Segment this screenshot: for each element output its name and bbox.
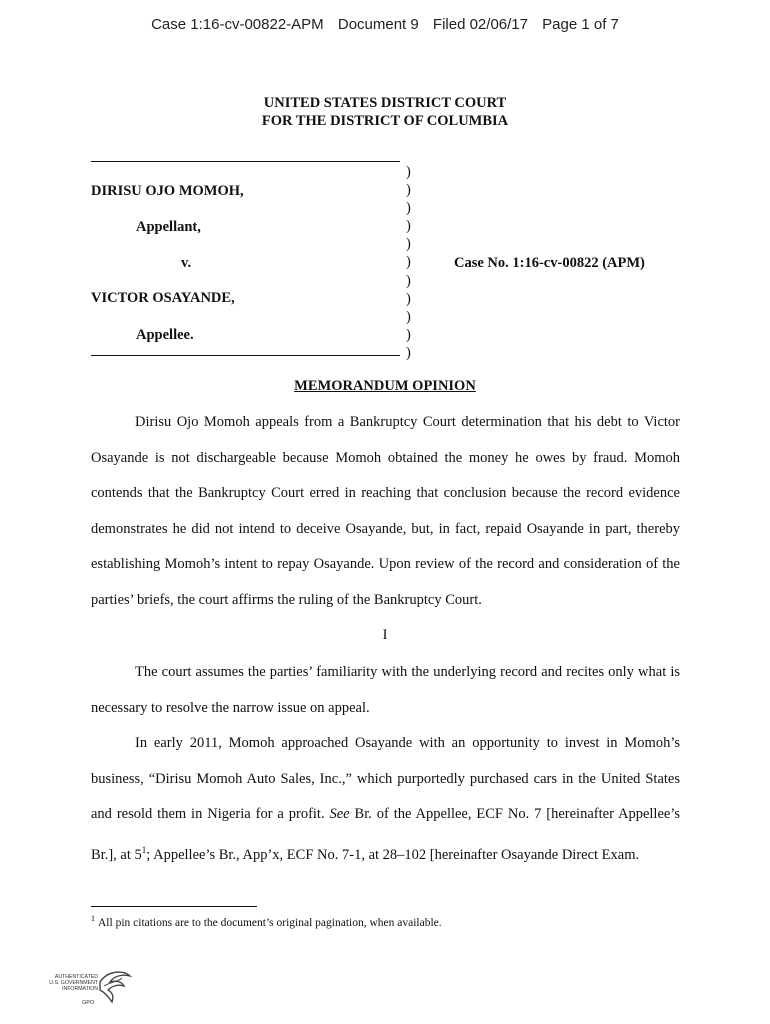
paragraph-background-text — [91, 726, 680, 873]
gpo-logo-line1: AUTHENTICATED — [54, 974, 98, 980]
gpo-eagle-icon — [94, 968, 134, 1008]
see-signal: See — [329, 806, 350, 823]
section-heading: I — [382, 627, 388, 643]
footnote-number: 1 — [91, 914, 95, 923]
court-name — [0, 94, 770, 130]
memorandum-title: MEMORANDUM OPINION — [294, 378, 476, 394]
caption-bottom-rule — [91, 355, 400, 356]
filing-header — [0, 16, 770, 33]
footnote-reference: 1 — [141, 844, 147, 855]
paragraph-record — [91, 655, 680, 726]
gpo-logo-line3: INFORMATION — [62, 986, 98, 992]
background-text-a: In early 2011, Momoh approached Osayande with an opportunity to invest in Momoh’s business, “Dirisu Momoh Auto Sales, Inc.,” which purportedly purchased cars in the United States and resold them in Nigeria for a profit. — [91, 735, 680, 823]
versus-label: v. — [181, 255, 192, 271]
gpo-logo-text — [42, 974, 98, 992]
background-text-c: ; Appellee’s Br., App’x, ECF No. 7-1, at 28–102 [hereinafter Osayande Direct Exam. — [146, 846, 640, 863]
header-document-number: Document 9 — [337, 16, 419, 33]
appellee-role: Appellee. — [136, 327, 194, 343]
gpo-authenticated-logo — [42, 974, 132, 1014]
footnote-rule — [91, 906, 257, 907]
paragraph-intro — [91, 405, 680, 619]
appellant-role: Appellant, — [136, 219, 201, 235]
gpo-logo-line2: U.S. GOVERNMENT — [49, 980, 98, 986]
header-filed-date: Filed 02/06/17 — [432, 16, 528, 33]
caption-top-rule — [91, 161, 400, 162]
paragraph-record-text: The court assumes the parties’ familiarity with the underlying record and recites only what is necessary to resolve the narrow issue on appeal. — [91, 664, 680, 716]
header-case-number: Case 1:16-cv-00822-APM — [151, 16, 324, 33]
court-name-line1: UNITED STATES DISTRICT COURT — [263, 95, 507, 111]
background-text-b: Br. of the Appellee, ECF No. 7 [hereinafter Appellee’s Br.], at 5 — [91, 806, 680, 863]
paragraph-background — [91, 726, 680, 873]
court-name-line2: FOR THE DISTRICT OF COLUMBIA — [261, 113, 509, 129]
appellee-name: VICTOR OSAYANDE, — [91, 290, 235, 306]
footnote-text: All pin citations are to the document’s original pagination, when available. — [98, 916, 442, 929]
gpo-mark: GPO — [82, 1000, 95, 1006]
caption-parentheses: ) ) ) ) ) ) ) ) ) ) ) — [406, 164, 411, 361]
paragraph-intro-text: Dirisu Ojo Momoh appeals from a Bankruptcy Court determination that his debt to Victor Osayande is not dischargeable because Momoh obtained the money he owes by fraud. Momoh contends that the Bankruptcy Court erred in reaching that conclusion because the record evidence demonstrates he did not intend to deceive Osayande, but, in fact, repaid Osayande in part, thereby establishing Momoh’s intent to repay Osayande. Upon review of the record and consideration of the parties’ briefs, the court affirms the ruling of the Bankruptcy Court. — [91, 414, 680, 608]
appellant-name: DIRISU OJO MOMOH, — [91, 183, 244, 199]
case-number: Case No. 1:16-cv-00822 (APM) — [454, 255, 645, 271]
header-page-number: Page 1 of 7 — [542, 16, 619, 33]
footnote — [91, 914, 442, 929]
